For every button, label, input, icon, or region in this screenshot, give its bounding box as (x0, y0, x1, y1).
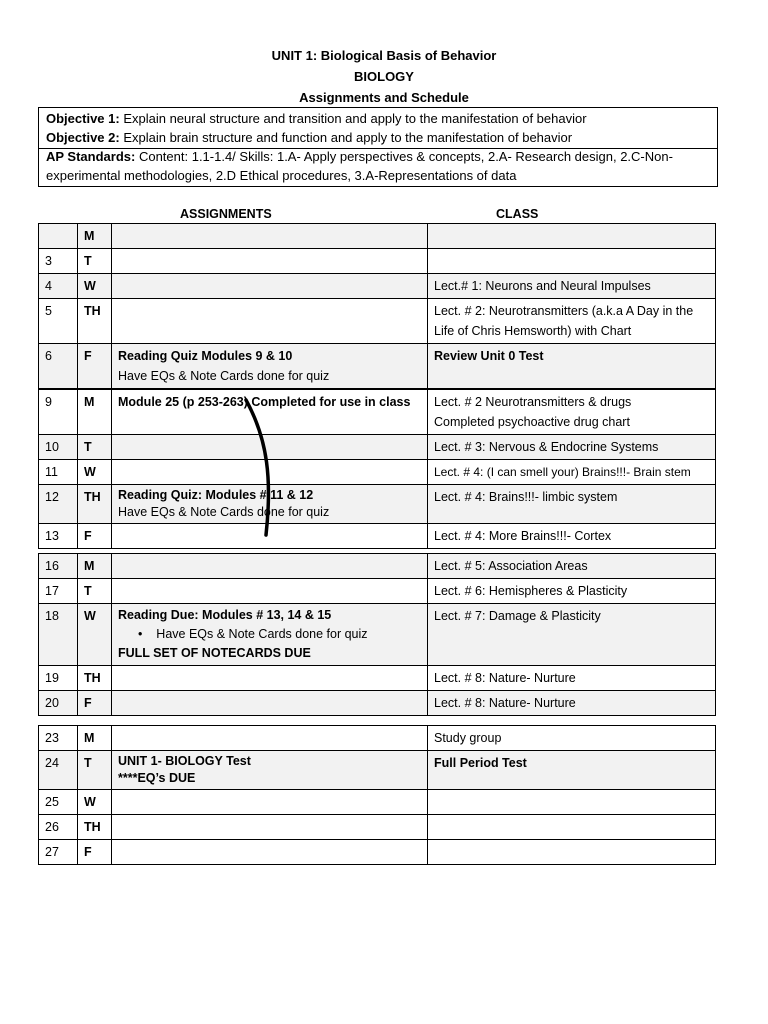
class-cell (428, 790, 716, 815)
day-cell: F (78, 524, 112, 549)
week-2-table (38, 389, 716, 549)
table-row (39, 249, 716, 274)
assignments-column-header: ASSIGNMENTS (180, 207, 272, 221)
day-cell: M (78, 554, 112, 579)
day-cell: TH (78, 299, 112, 344)
class-cell: Review Unit 0 Test (428, 344, 716, 389)
date-cell: 12 (39, 485, 78, 524)
day-cell: W (78, 460, 112, 485)
objective-1-label: Objective 1: (46, 111, 120, 126)
day-cell: M (78, 224, 112, 249)
class-cell: Lect. # 8: Nature- Nurture (428, 691, 716, 716)
assignment-line-1: Reading Quiz Modules 9 & 10 (118, 349, 293, 363)
table-row (39, 485, 716, 524)
table-row (39, 224, 716, 249)
assignment-line-2: ****EQ’s DUE (118, 771, 196, 785)
date-cell: 23 (39, 726, 78, 751)
table-row (39, 274, 716, 299)
table-row (39, 691, 716, 716)
objective-2 (46, 128, 710, 147)
day-cell: T (78, 249, 112, 274)
class-column-header: CLASS (496, 207, 539, 221)
assignment-cell (112, 751, 428, 790)
assignment-cell (112, 524, 428, 549)
day-cell: T (78, 579, 112, 604)
day-cell: TH (78, 815, 112, 840)
table-row (39, 524, 716, 549)
objective-1-text: Explain neural structure and transition and apply to the manifestation of behavior (119, 111, 587, 126)
assignment-cell (112, 666, 428, 691)
class-cell (428, 390, 716, 435)
class-line-2: Life of Chris Hemsworth) with Chart (434, 324, 632, 338)
class-cell (428, 249, 716, 274)
assignment-cell (112, 224, 428, 249)
day-cell: M (78, 390, 112, 435)
table-row (39, 554, 716, 579)
date-cell: 13 (39, 524, 78, 549)
date-cell: 17 (39, 579, 78, 604)
assignment-cell (112, 579, 428, 604)
date-cell: 26 (39, 815, 78, 840)
assignment-cell (112, 249, 428, 274)
assignment-line-2: Have EQs & Note Cards done for quiz (118, 505, 330, 519)
assignment-cell (112, 691, 428, 716)
class-cell: Lect. # 7: Damage & Plasticity (428, 604, 716, 666)
class-cell (428, 224, 716, 249)
assignment-cell (112, 435, 428, 460)
day-cell: M (78, 726, 112, 751)
table-row (39, 579, 716, 604)
table-row (39, 751, 716, 790)
table-row (39, 460, 716, 485)
date-cell: 11 (39, 460, 78, 485)
assignment-line-1: UNIT 1- BIOLOGY Test (118, 754, 251, 768)
class-line-2: Completed psychoactive drug chart (434, 415, 630, 429)
ap-standards-box (38, 146, 718, 187)
assignment-line-1: Reading Quiz: Modules # 11 & 12 (118, 488, 314, 502)
date-cell: 3 (39, 249, 78, 274)
assignment-cell (112, 790, 428, 815)
week-1-table (38, 223, 716, 389)
date-cell (39, 224, 78, 249)
table-row (39, 666, 716, 691)
table-row (39, 344, 716, 389)
bullet-text: Have EQs & Note Cards done for quiz (156, 627, 368, 641)
assignment-cell (112, 554, 428, 579)
day-cell: W (78, 604, 112, 666)
date-cell: 19 (39, 666, 78, 691)
date-cell: 16 (39, 554, 78, 579)
assignment-line-2: Have EQs & Note Cards done for quiz (118, 369, 330, 383)
objective-1 (46, 109, 710, 128)
day-cell: T (78, 751, 112, 790)
table-row (39, 604, 716, 666)
table-row (39, 840, 716, 865)
table-row (39, 435, 716, 460)
table-row (39, 299, 716, 344)
day-cell: W (78, 790, 112, 815)
class-cell: Full Period Test (428, 751, 716, 790)
ap-standards-line-2: experimental methodologies, 2.D Ethical procedures, 3.A-Representations of data (46, 168, 517, 183)
day-cell: F (78, 691, 112, 716)
class-cell: Lect. # 8: Nature- Nurture (428, 666, 716, 691)
table-row (39, 726, 716, 751)
date-cell: 18 (39, 604, 78, 666)
class-cell: Lect. # 4: Brains!!!- limbic system (428, 485, 716, 524)
date-cell: 6 (39, 344, 78, 389)
assignment-cell (112, 299, 428, 344)
assignment-bullet-item (118, 625, 421, 644)
day-cell: F (78, 840, 112, 865)
date-cell: 9 (39, 390, 78, 435)
table-row (39, 390, 716, 435)
class-cell (428, 840, 716, 865)
week-3-table (38, 553, 716, 716)
ap-standards-text-1: Content: 1.1-1.4/ Skills: 1.A- Apply perspectives & concepts, 2.A- Research design, 2.C-Non- (135, 149, 673, 164)
class-cell: Lect. # 3: Nervous & Endocrine Systems (428, 435, 716, 460)
day-cell: T (78, 435, 112, 460)
class-cell: Lect.# 1: Neurons and Neural Impulses (428, 274, 716, 299)
date-cell: 5 (39, 299, 78, 344)
ap-standards-line-1 (46, 147, 710, 166)
objectives-box (38, 107, 718, 149)
date-cell: 27 (39, 840, 78, 865)
class-cell: Lect. # 6: Hemispheres & Plasticity (428, 579, 716, 604)
week-4-table (38, 725, 716, 865)
day-cell: F (78, 344, 112, 389)
bullet-dot-icon: • (138, 627, 143, 641)
table-row (39, 815, 716, 840)
assignment-cell (112, 840, 428, 865)
assignment-cell (112, 344, 428, 389)
page-title: UNIT 1: Biological Basis of Behavior (271, 48, 497, 63)
class-cell: Lect. # 5: Association Areas (428, 554, 716, 579)
date-cell: 4 (39, 274, 78, 299)
assignment-cell: Module 25 (p 253-263) Completed for use in class (112, 390, 428, 435)
assignment-cell (112, 604, 428, 666)
class-line-1: Lect. # 2 Neurotransmitters & drugs (434, 395, 632, 409)
class-cell: Lect. # 4: More Brains!!!- Cortex (428, 524, 716, 549)
assignment-cell (112, 274, 428, 299)
assignment-cell (112, 460, 428, 485)
date-cell: 24 (39, 751, 78, 790)
class-line-1: Lect. # 2: Neurotransmitters (a.k.a A Day in the (434, 304, 694, 318)
date-cell: 20 (39, 691, 78, 716)
class-cell (428, 815, 716, 840)
class-cell: Study group (428, 726, 716, 751)
assignment-line-3: FULL SET OF NOTECARDS DUE (118, 646, 311, 660)
day-cell: TH (78, 666, 112, 691)
day-cell: W (78, 274, 112, 299)
assignment-cell (112, 485, 428, 524)
class-cell: Lect. # 4: (I can smell your) Brains!!!- Brain stem (428, 460, 716, 485)
assignment-cell (112, 726, 428, 751)
date-cell: 10 (39, 435, 78, 460)
objective-2-label: Objective 2: (46, 130, 120, 145)
assignment-cell (112, 815, 428, 840)
assignment-line-1: Reading Due: Modules # 13, 14 & 15 (118, 608, 332, 622)
page-subtitle: Assignments and Schedule (299, 90, 469, 105)
day-cell: TH (78, 485, 112, 524)
ap-standards-label: AP Standards: (46, 149, 136, 164)
date-cell: 25 (39, 790, 78, 815)
class-cell (428, 299, 716, 344)
objective-2-text: Explain brain structure and function and apply to the manifestation of behavior (119, 130, 573, 145)
table-row (39, 790, 716, 815)
subject-heading: BIOLOGY (354, 69, 414, 84)
